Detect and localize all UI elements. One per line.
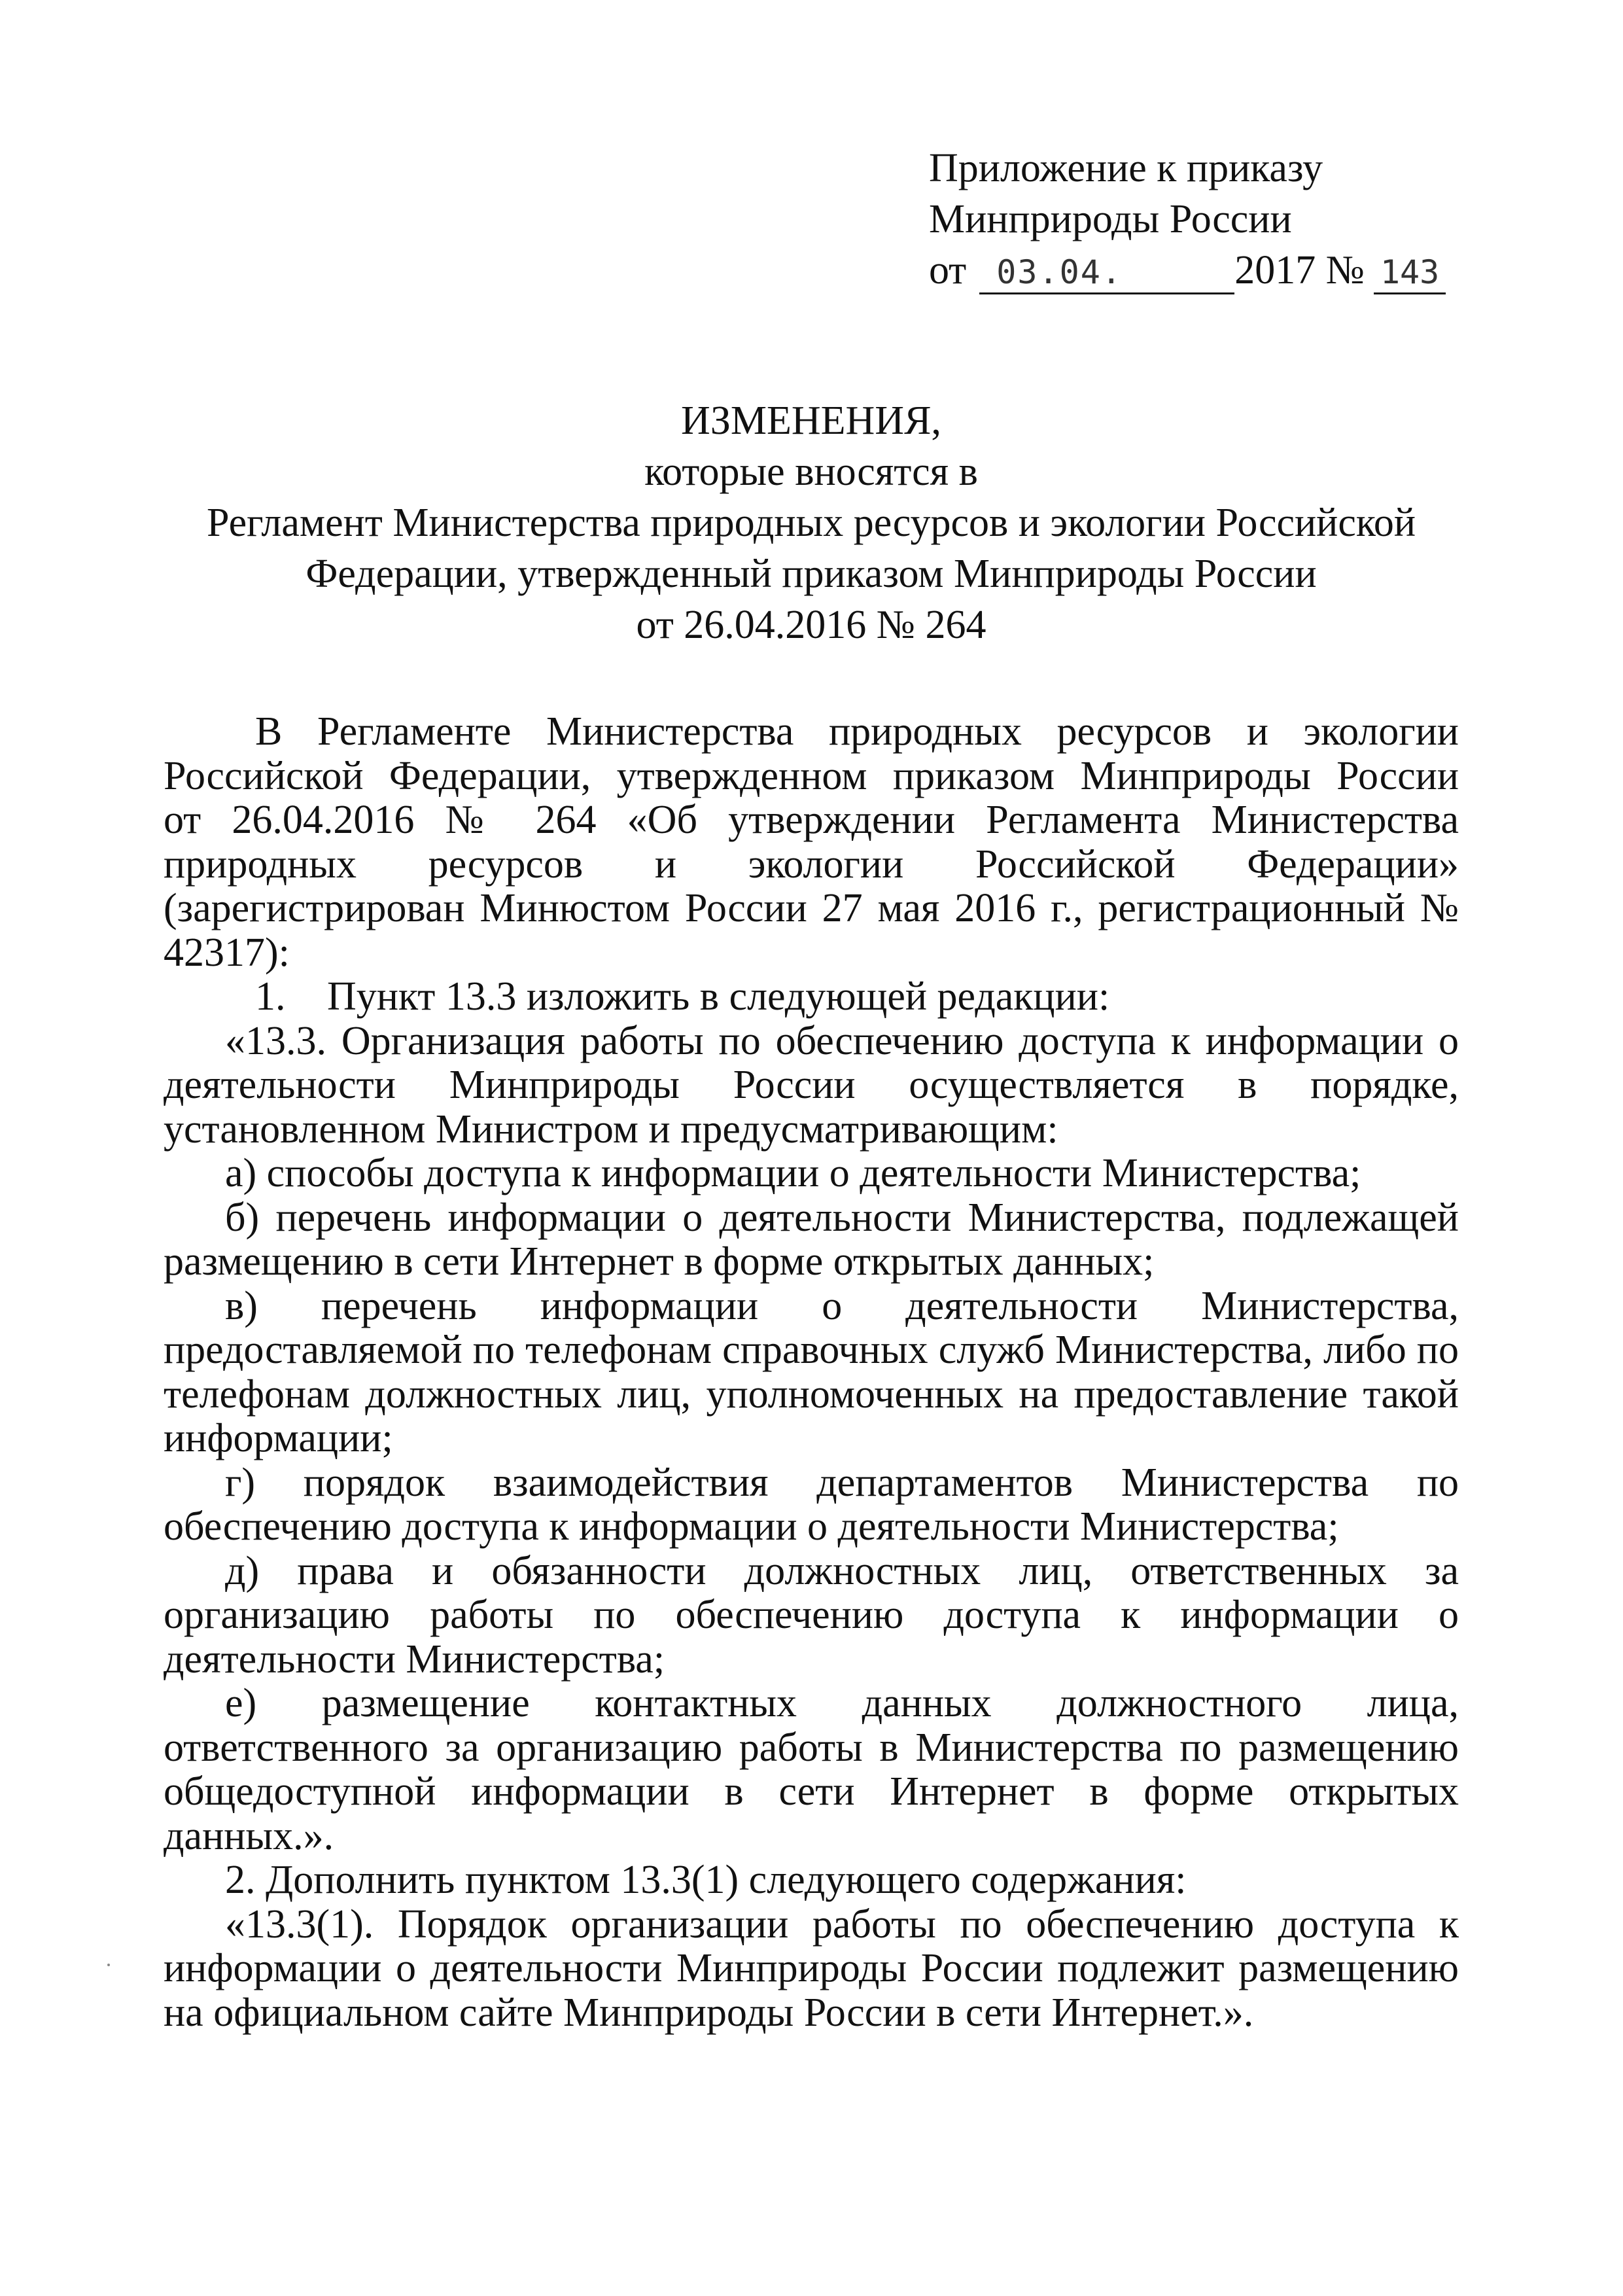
- scan-speck: [107, 1964, 110, 1966]
- item-1-text: Пункт 13.3 изложить в следующей редакции:: [327, 974, 1110, 1019]
- title-line-3: Регламент Министерства природных ресурсов и экологии Российской: [206, 501, 1416, 545]
- title-line-5: от 26.04.2016 № 264: [636, 603, 986, 647]
- subitem-b: б) перечень информации о деятельности Министерства, подлежащей размещению в сети Интернет в форме открытых данных;: [164, 1195, 1459, 1284]
- subitem-a: а) способы доступа к информации о деятельности Министерства;: [225, 1151, 1361, 1195]
- order-prefix: от: [929, 248, 967, 292]
- order-number: 143: [1374, 252, 1446, 294]
- intro-paragraph-start: В Регламенте Министерства природных ресурсов и экологии Российской Федерации, утвержденном приказом Минприроды России: [164, 709, 1459, 798]
- order-date: 03.04.: [979, 252, 1234, 294]
- item-1: [164, 975, 1459, 1019]
- item-1-number: 1.: [255, 974, 286, 1019]
- subitem-d: д) права и обязанности должностных лиц, ответственных за организацию работы по обеспечению доступа к информации о деятельности Министерства;: [164, 1548, 1459, 1682]
- appendix-title: Приложение к приказу: [929, 146, 1323, 190]
- document-title: [164, 395, 1459, 650]
- order-year: 2017 №: [1234, 248, 1365, 292]
- appendix-order-line: [929, 245, 1518, 296]
- subitem-e: е) размещение контактных данных должностного лица, ответственного за организацию работы в Министерства по размещению общедоступной информации в сети Интернет в форме открытых данных.».: [164, 1681, 1459, 1858]
- title-heading: ИЗМЕНЕНИЯ,: [681, 398, 941, 443]
- title-line-2: которые вносятся в: [644, 450, 978, 494]
- paragraph-13-3: «13.3. Организация работы по обеспечению доступа к информации о деятельности Минприроды России осуществляется в порядке, установленном Министром и предусматривающим:: [164, 1018, 1459, 1152]
- appendix-block: [929, 143, 1518, 296]
- subitem-v: в) перечень информации о деятельности Министерства, предоставляемой по телефонам справочных служб Министерства, либо по телефонам должностных лиц, уполномоченных на предоставление такой информации;: [164, 1283, 1459, 1460]
- document-body: [164, 710, 1459, 2035]
- appendix-ministry: Минприроды России: [929, 197, 1292, 241]
- title-line-4: Федерации, утвержденный приказом Минприроды России: [305, 552, 1317, 596]
- subitem-g: г) порядок взаимодействия департаментов Министерства по обеспечению доступа к информации о деятельности Министерства;: [164, 1460, 1459, 1549]
- item-2: 2. Дополнить пунктом 13.3(1) следующего содержания:: [225, 1858, 1187, 1902]
- intro-paragraph-rest: от 26.04.2016 № 264 «Об утверждении Регламента Министерства природных ресурсов и экологии Российской Федерации» (зарегистрирован Минюстом России 27 мая 2016 г., регистрационный № 42317):: [164, 798, 1459, 975]
- paragraph-13-3-1: «13.3(1). Порядок организации работы по обеспечению доступа к информации о деятельности Минприроды России подлежит размещению на официальном сайте Минприроды России в сети Интернет.».: [164, 1901, 1459, 2035]
